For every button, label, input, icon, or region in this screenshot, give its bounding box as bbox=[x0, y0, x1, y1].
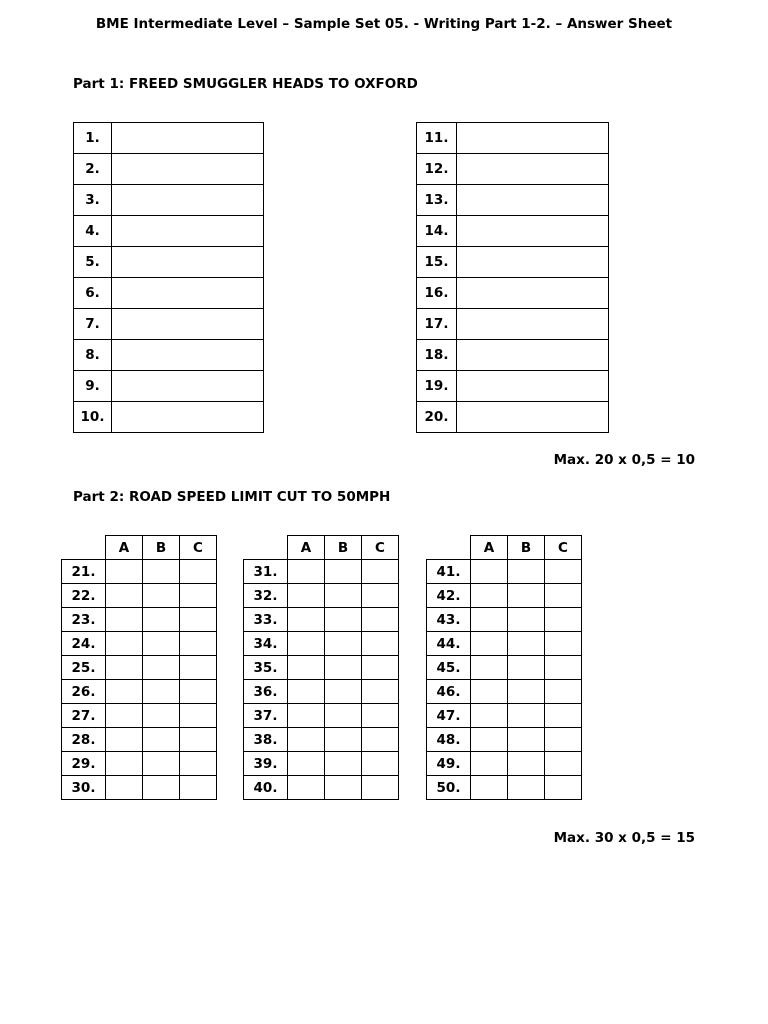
option-cell[interactable] bbox=[106, 680, 143, 704]
question-number: 27. bbox=[62, 704, 106, 728]
answer-cell[interactable] bbox=[457, 154, 609, 185]
part1-answer-table-left bbox=[73, 122, 264, 433]
option-cell[interactable] bbox=[106, 632, 143, 656]
option-cell[interactable] bbox=[545, 608, 582, 632]
option-cell[interactable] bbox=[325, 752, 362, 776]
answer-row bbox=[74, 278, 264, 309]
option-header: C bbox=[545, 536, 582, 560]
question-number: 20. bbox=[417, 402, 457, 433]
question-number: 46. bbox=[427, 680, 471, 704]
question-number: 42. bbox=[427, 584, 471, 608]
answer-row bbox=[417, 402, 609, 433]
answer-row bbox=[427, 608, 582, 632]
option-cell[interactable] bbox=[325, 560, 362, 584]
option-cell[interactable] bbox=[508, 608, 545, 632]
option-cell[interactable] bbox=[508, 560, 545, 584]
option-cell[interactable] bbox=[325, 704, 362, 728]
answer-row bbox=[417, 278, 609, 309]
answer-row bbox=[244, 584, 399, 608]
option-cell[interactable] bbox=[362, 704, 399, 728]
option-cell[interactable] bbox=[362, 776, 399, 800]
question-number: 8. bbox=[74, 340, 112, 371]
answer-cell[interactable] bbox=[457, 278, 609, 309]
option-cell[interactable] bbox=[288, 704, 325, 728]
answer-row bbox=[62, 632, 217, 656]
option-cell[interactable] bbox=[180, 656, 217, 680]
answer-row bbox=[74, 340, 264, 371]
question-number: 17. bbox=[417, 309, 457, 340]
answer-row bbox=[74, 371, 264, 402]
option-cell[interactable] bbox=[508, 656, 545, 680]
answer-row bbox=[427, 560, 582, 584]
answer-row bbox=[62, 608, 217, 632]
options-header-row bbox=[244, 536, 399, 560]
question-number: 5. bbox=[74, 247, 112, 278]
answer-row bbox=[62, 752, 217, 776]
answer-row bbox=[74, 309, 264, 340]
question-number: 3. bbox=[74, 185, 112, 216]
answer-row bbox=[244, 608, 399, 632]
page-title: BME Intermediate Level – Sample Set 05. - Writing Part 1-2. – Answer Sheet bbox=[95, 16, 673, 32]
option-cell[interactable] bbox=[545, 584, 582, 608]
option-cell[interactable] bbox=[362, 656, 399, 680]
answer-row bbox=[74, 123, 264, 154]
answer-row bbox=[74, 216, 264, 247]
answer-row bbox=[244, 728, 399, 752]
question-number: 6. bbox=[74, 278, 112, 309]
option-cell[interactable] bbox=[545, 752, 582, 776]
option-cell[interactable] bbox=[545, 776, 582, 800]
question-number: 28. bbox=[62, 728, 106, 752]
option-cell[interactable] bbox=[325, 656, 362, 680]
part2-answer-table-2 bbox=[243, 535, 399, 800]
option-cell[interactable] bbox=[325, 680, 362, 704]
options-header-row bbox=[427, 536, 582, 560]
question-number: 9. bbox=[74, 371, 112, 402]
answer-row bbox=[427, 584, 582, 608]
option-cell[interactable] bbox=[143, 752, 180, 776]
question-number: 23. bbox=[62, 608, 106, 632]
option-cell[interactable] bbox=[143, 776, 180, 800]
answer-row bbox=[244, 560, 399, 584]
answer-row bbox=[74, 402, 264, 433]
options-header-row bbox=[62, 536, 217, 560]
answer-row bbox=[244, 776, 399, 800]
question-number: 16. bbox=[417, 278, 457, 309]
answer-row bbox=[427, 728, 582, 752]
question-number: 35. bbox=[244, 656, 288, 680]
answer-cell[interactable] bbox=[457, 247, 609, 278]
answer-row bbox=[62, 680, 217, 704]
answer-cell[interactable] bbox=[112, 402, 264, 433]
option-cell[interactable] bbox=[508, 680, 545, 704]
option-header: A bbox=[106, 536, 143, 560]
question-number: 21. bbox=[62, 560, 106, 584]
option-cell[interactable] bbox=[471, 608, 508, 632]
option-cell[interactable] bbox=[545, 704, 582, 728]
answer-row bbox=[417, 123, 609, 154]
option-cell[interactable] bbox=[325, 584, 362, 608]
option-cell[interactable] bbox=[471, 704, 508, 728]
option-cell[interactable] bbox=[325, 608, 362, 632]
question-number: 37. bbox=[244, 704, 288, 728]
answer-row bbox=[62, 560, 217, 584]
answer-row bbox=[74, 154, 264, 185]
part1-answer-table-right bbox=[416, 122, 609, 433]
answer-cell[interactable] bbox=[457, 371, 609, 402]
question-number: 40. bbox=[244, 776, 288, 800]
option-cell[interactable] bbox=[471, 656, 508, 680]
question-number: 32. bbox=[244, 584, 288, 608]
option-cell[interactable] bbox=[180, 776, 217, 800]
option-cell[interactable] bbox=[288, 656, 325, 680]
answer-row bbox=[417, 247, 609, 278]
answer-row bbox=[62, 704, 217, 728]
option-cell[interactable] bbox=[508, 632, 545, 656]
answer-row bbox=[74, 185, 264, 216]
option-cell[interactable] bbox=[288, 584, 325, 608]
option-cell[interactable] bbox=[180, 680, 217, 704]
option-cell[interactable] bbox=[362, 728, 399, 752]
option-cell[interactable] bbox=[143, 608, 180, 632]
option-cell[interactable] bbox=[325, 776, 362, 800]
option-cell[interactable] bbox=[106, 608, 143, 632]
question-number: 19. bbox=[417, 371, 457, 402]
question-number: 29. bbox=[62, 752, 106, 776]
option-cell[interactable] bbox=[508, 584, 545, 608]
question-number: 7. bbox=[74, 309, 112, 340]
part2-answer-table-1 bbox=[61, 535, 217, 800]
option-cell[interactable] bbox=[362, 584, 399, 608]
option-cell[interactable] bbox=[288, 752, 325, 776]
option-header: A bbox=[471, 536, 508, 560]
answer-row bbox=[417, 340, 609, 371]
option-header: C bbox=[362, 536, 399, 560]
answer-row bbox=[62, 776, 217, 800]
question-number: 13. bbox=[417, 185, 457, 216]
option-cell[interactable] bbox=[180, 608, 217, 632]
answer-cell[interactable] bbox=[112, 309, 264, 340]
question-number: 2. bbox=[74, 154, 112, 185]
option-cell[interactable] bbox=[180, 728, 217, 752]
option-cell[interactable] bbox=[545, 680, 582, 704]
answer-cell[interactable] bbox=[112, 154, 264, 185]
question-number: 4. bbox=[74, 216, 112, 247]
question-number: 49. bbox=[427, 752, 471, 776]
option-cell[interactable] bbox=[106, 584, 143, 608]
option-cell[interactable] bbox=[508, 752, 545, 776]
answer-row bbox=[427, 752, 582, 776]
option-cell[interactable] bbox=[362, 752, 399, 776]
option-cell[interactable] bbox=[545, 656, 582, 680]
answer-row bbox=[244, 704, 399, 728]
question-number: 11. bbox=[417, 123, 457, 154]
answer-cell[interactable] bbox=[457, 309, 609, 340]
question-number: 45. bbox=[427, 656, 471, 680]
option-header: B bbox=[325, 536, 362, 560]
option-cell[interactable] bbox=[106, 704, 143, 728]
option-cell[interactable] bbox=[143, 632, 180, 656]
question-number: 26. bbox=[62, 680, 106, 704]
option-cell[interactable] bbox=[288, 728, 325, 752]
option-cell[interactable] bbox=[143, 680, 180, 704]
answer-cell[interactable] bbox=[112, 185, 264, 216]
option-cell[interactable] bbox=[471, 560, 508, 584]
header-spacer bbox=[62, 536, 106, 560]
option-header: B bbox=[143, 536, 180, 560]
header-spacer bbox=[427, 536, 471, 560]
answer-row bbox=[427, 776, 582, 800]
option-cell[interactable] bbox=[471, 776, 508, 800]
question-number: 41. bbox=[427, 560, 471, 584]
option-cell[interactable] bbox=[325, 728, 362, 752]
option-cell[interactable] bbox=[471, 680, 508, 704]
part2-max-score: Max. 30 x 0,5 = 15 bbox=[553, 830, 695, 846]
option-cell[interactable] bbox=[325, 632, 362, 656]
part1-max-score: Max. 20 x 0,5 = 10 bbox=[553, 452, 695, 468]
option-cell[interactable] bbox=[508, 776, 545, 800]
answer-row bbox=[244, 656, 399, 680]
option-cell[interactable] bbox=[288, 680, 325, 704]
option-header: B bbox=[508, 536, 545, 560]
option-cell[interactable] bbox=[143, 656, 180, 680]
answer-cell[interactable] bbox=[112, 247, 264, 278]
question-number: 25. bbox=[62, 656, 106, 680]
answer-row bbox=[427, 680, 582, 704]
answer-row bbox=[427, 632, 582, 656]
option-cell[interactable] bbox=[362, 560, 399, 584]
answer-cell[interactable] bbox=[457, 123, 609, 154]
question-number: 48. bbox=[427, 728, 471, 752]
answer-cell[interactable] bbox=[457, 402, 609, 433]
answer-cell[interactable] bbox=[112, 216, 264, 247]
answer-row bbox=[417, 216, 609, 247]
answer-row bbox=[427, 704, 582, 728]
option-cell[interactable] bbox=[545, 728, 582, 752]
answer-cell[interactable] bbox=[457, 185, 609, 216]
answer-row bbox=[74, 247, 264, 278]
question-number: 38. bbox=[244, 728, 288, 752]
part2-answer-table-3 bbox=[426, 535, 582, 800]
option-cell[interactable] bbox=[545, 632, 582, 656]
question-number: 15. bbox=[417, 247, 457, 278]
question-number: 39. bbox=[244, 752, 288, 776]
option-cell[interactable] bbox=[143, 560, 180, 584]
question-number: 14. bbox=[417, 216, 457, 247]
part2-heading: Part 2: ROAD SPEED LIMIT CUT TO 50MPH bbox=[73, 489, 391, 505]
option-cell[interactable] bbox=[362, 680, 399, 704]
option-cell[interactable] bbox=[106, 752, 143, 776]
question-number: 22. bbox=[62, 584, 106, 608]
answer-row bbox=[427, 656, 582, 680]
question-number: 18. bbox=[417, 340, 457, 371]
question-number: 43. bbox=[427, 608, 471, 632]
question-number: 33. bbox=[244, 608, 288, 632]
question-number: 31. bbox=[244, 560, 288, 584]
option-cell[interactable] bbox=[180, 584, 217, 608]
option-cell[interactable] bbox=[508, 704, 545, 728]
option-cell[interactable] bbox=[106, 728, 143, 752]
question-number: 47. bbox=[427, 704, 471, 728]
option-cell[interactable] bbox=[288, 608, 325, 632]
answer-row bbox=[244, 752, 399, 776]
option-cell[interactable] bbox=[143, 584, 180, 608]
question-number: 12. bbox=[417, 154, 457, 185]
answer-row bbox=[417, 309, 609, 340]
part1-heading: Part 1: FREED SMUGGLER HEADS TO OXFORD bbox=[73, 76, 418, 92]
answer-row bbox=[417, 371, 609, 402]
question-number: 36. bbox=[244, 680, 288, 704]
option-cell[interactable] bbox=[471, 728, 508, 752]
option-cell[interactable] bbox=[106, 776, 143, 800]
question-number: 24. bbox=[62, 632, 106, 656]
answer-cell[interactable] bbox=[112, 340, 264, 371]
question-number: 44. bbox=[427, 632, 471, 656]
option-cell[interactable] bbox=[508, 728, 545, 752]
question-number: 30. bbox=[62, 776, 106, 800]
option-cell[interactable] bbox=[545, 560, 582, 584]
question-number: 50. bbox=[427, 776, 471, 800]
option-cell[interactable] bbox=[106, 560, 143, 584]
option-cell[interactable] bbox=[362, 608, 399, 632]
option-cell[interactable] bbox=[471, 632, 508, 656]
answer-row bbox=[62, 728, 217, 752]
option-cell[interactable] bbox=[471, 752, 508, 776]
answer-row bbox=[244, 680, 399, 704]
option-cell[interactable] bbox=[288, 632, 325, 656]
option-cell[interactable] bbox=[143, 704, 180, 728]
header-spacer bbox=[244, 536, 288, 560]
option-cell[interactable] bbox=[362, 632, 399, 656]
option-cell[interactable] bbox=[106, 656, 143, 680]
option-cell[interactable] bbox=[471, 584, 508, 608]
answer-row bbox=[62, 584, 217, 608]
answer-row bbox=[244, 632, 399, 656]
question-number: 1. bbox=[74, 123, 112, 154]
answer-cell[interactable] bbox=[457, 340, 609, 371]
answer-row bbox=[62, 656, 217, 680]
option-header: A bbox=[288, 536, 325, 560]
answer-cell[interactable] bbox=[112, 371, 264, 402]
option-header: C bbox=[180, 536, 217, 560]
option-cell[interactable] bbox=[288, 560, 325, 584]
option-cell[interactable] bbox=[143, 728, 180, 752]
answer-row bbox=[417, 185, 609, 216]
option-cell[interactable] bbox=[180, 560, 217, 584]
option-cell[interactable] bbox=[288, 776, 325, 800]
answer-row bbox=[417, 154, 609, 185]
option-cell[interactable] bbox=[180, 704, 217, 728]
answer-cell[interactable] bbox=[457, 216, 609, 247]
answer-cell[interactable] bbox=[112, 123, 264, 154]
option-cell[interactable] bbox=[180, 752, 217, 776]
question-number: 10. bbox=[74, 402, 112, 433]
answer-cell[interactable] bbox=[112, 278, 264, 309]
question-number: 34. bbox=[244, 632, 288, 656]
option-cell[interactable] bbox=[180, 632, 217, 656]
